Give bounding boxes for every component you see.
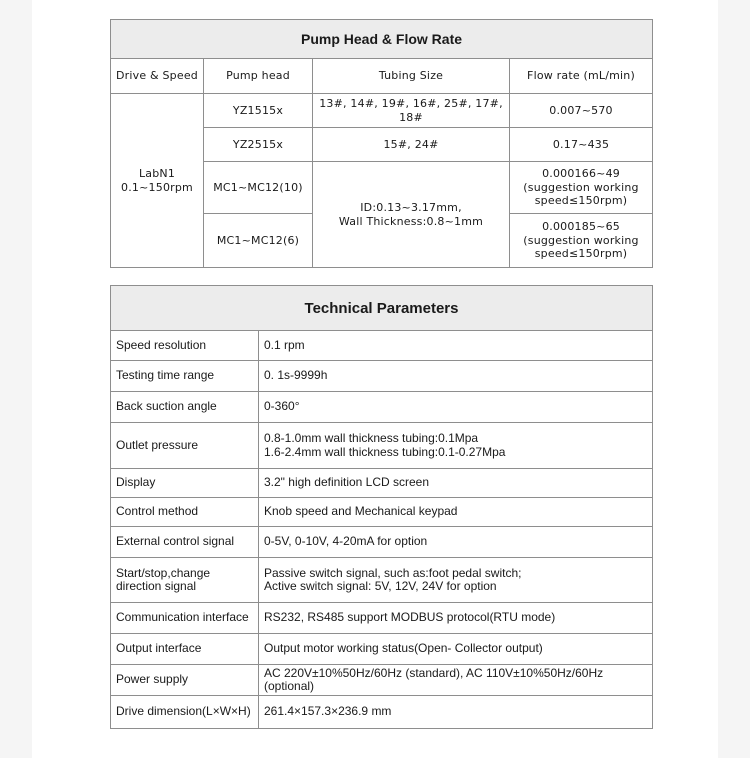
flow-rate-value: 0.000166~49 (542, 167, 620, 181)
param-value-line: Active switch signal: 5V, 12V, 24V for option (264, 579, 497, 593)
param-label-line: direction signal (116, 579, 197, 593)
param-value: Knob speed and Mechanical keypad (259, 498, 653, 527)
table-row (111, 665, 653, 696)
technical-parameters-table (110, 285, 653, 729)
param-value: 0.1 rpm (259, 331, 653, 361)
drive-model: LabN1 (138, 167, 176, 180)
param-label: Display (111, 469, 259, 498)
table-row (111, 94, 653, 128)
flow-rate-cell (510, 214, 653, 268)
table-row (111, 527, 653, 558)
param-label: Communication interface (111, 603, 259, 634)
mc-tubing-id: ID:0.13~3.17mm, (360, 201, 462, 214)
table-row (111, 558, 653, 603)
drive-speed: 0.1~150rpm (121, 180, 193, 194)
table-row (111, 469, 653, 498)
table-row (111, 361, 653, 392)
flow-rate-cell: 0.17~435 (510, 128, 653, 162)
mc-tubing-wall: Wall Thickness:0.8~1mm (338, 214, 484, 228)
param-label: Speed resolution (111, 331, 259, 361)
param-value: 0-360° (259, 392, 653, 423)
pump-head-cell: MC1~MC12(10) (204, 162, 313, 214)
table-row (111, 331, 653, 361)
pump-table-title: Pump Head & Flow Rate (111, 20, 653, 59)
flow-rate-cell: 0.007~570 (510, 94, 653, 128)
param-label: Back suction angle (111, 392, 259, 423)
mc-tubing-cell (313, 162, 510, 268)
flow-rate-note: (suggestion working (523, 233, 639, 247)
flow-rate-note: (suggestion working (523, 180, 639, 194)
table-row (111, 603, 653, 634)
header-pump-head: Pump head (204, 59, 313, 94)
tech-table-title: Technical Parameters (111, 286, 653, 331)
param-label: Testing time range (111, 361, 259, 392)
header-flow-rate: Flow rate (mL/min) (510, 59, 653, 94)
pump-head-cell: MC1~MC12(6) (204, 214, 313, 268)
table-row (111, 392, 653, 423)
param-value: RS232, RS485 support MODBUS protocol(RTU mode) (259, 603, 653, 634)
param-value: 261.4×157.3×236.9 mm (259, 696, 653, 729)
flow-rate-note: speed≤150rpm) (534, 194, 628, 208)
param-value (259, 423, 653, 469)
flow-rate-cell (510, 162, 653, 214)
param-label: External control signal (111, 527, 259, 558)
drive-cell (111, 94, 204, 268)
table-row (111, 498, 653, 527)
param-value-line: 1.6-2.4mm wall thickness tubing:0.1-0.27Mpa (264, 444, 506, 459)
table-row (111, 423, 653, 469)
header-tubing-size: Tubing Size (313, 59, 510, 94)
table-row (111, 696, 653, 729)
param-value (259, 558, 653, 603)
table-row (111, 634, 653, 665)
param-label: Drive dimension(L×W×H) (111, 696, 259, 729)
pump-head-cell: YZ2515x (204, 128, 313, 162)
flow-rate-value: 0.000185~65 (542, 220, 620, 234)
pump-head-flow-rate-table (110, 19, 653, 268)
param-label: Outlet pressure (111, 423, 259, 469)
param-value: 0. 1s-9999h (259, 361, 653, 392)
param-label-line: Start/stop,change (116, 565, 211, 580)
tubing-cell: 13#, 14#, 19#, 16#, 25#, 17#, 18# (313, 94, 510, 128)
pump-head-cell: YZ1515x (204, 94, 313, 128)
tubing-cell: 15#, 24# (313, 128, 510, 162)
param-value-line: Passive switch signal, such as:foot pedal switch; (264, 565, 522, 580)
param-label: Control method (111, 498, 259, 527)
param-value-line: 0.8-1.0mm wall thickness tubing:0.1Mpa (264, 431, 479, 445)
param-label: Power supply (111, 665, 259, 696)
param-label (111, 558, 259, 603)
header-drive-speed: Drive & Speed (111, 59, 204, 94)
param-value: 3.2" high definition LCD screen (259, 469, 653, 498)
flow-rate-note: speed≤150rpm) (534, 247, 628, 261)
param-value: Output motor working status(Open- Collector output) (259, 634, 653, 665)
param-value: AC 220V±10%50Hz/60Hz (standard), AC 110V±10%50Hz/60Hz (optional) (259, 665, 653, 696)
param-value: 0-5V, 0-10V, 4-20mA for option (259, 527, 653, 558)
param-label: Output interface (111, 634, 259, 665)
